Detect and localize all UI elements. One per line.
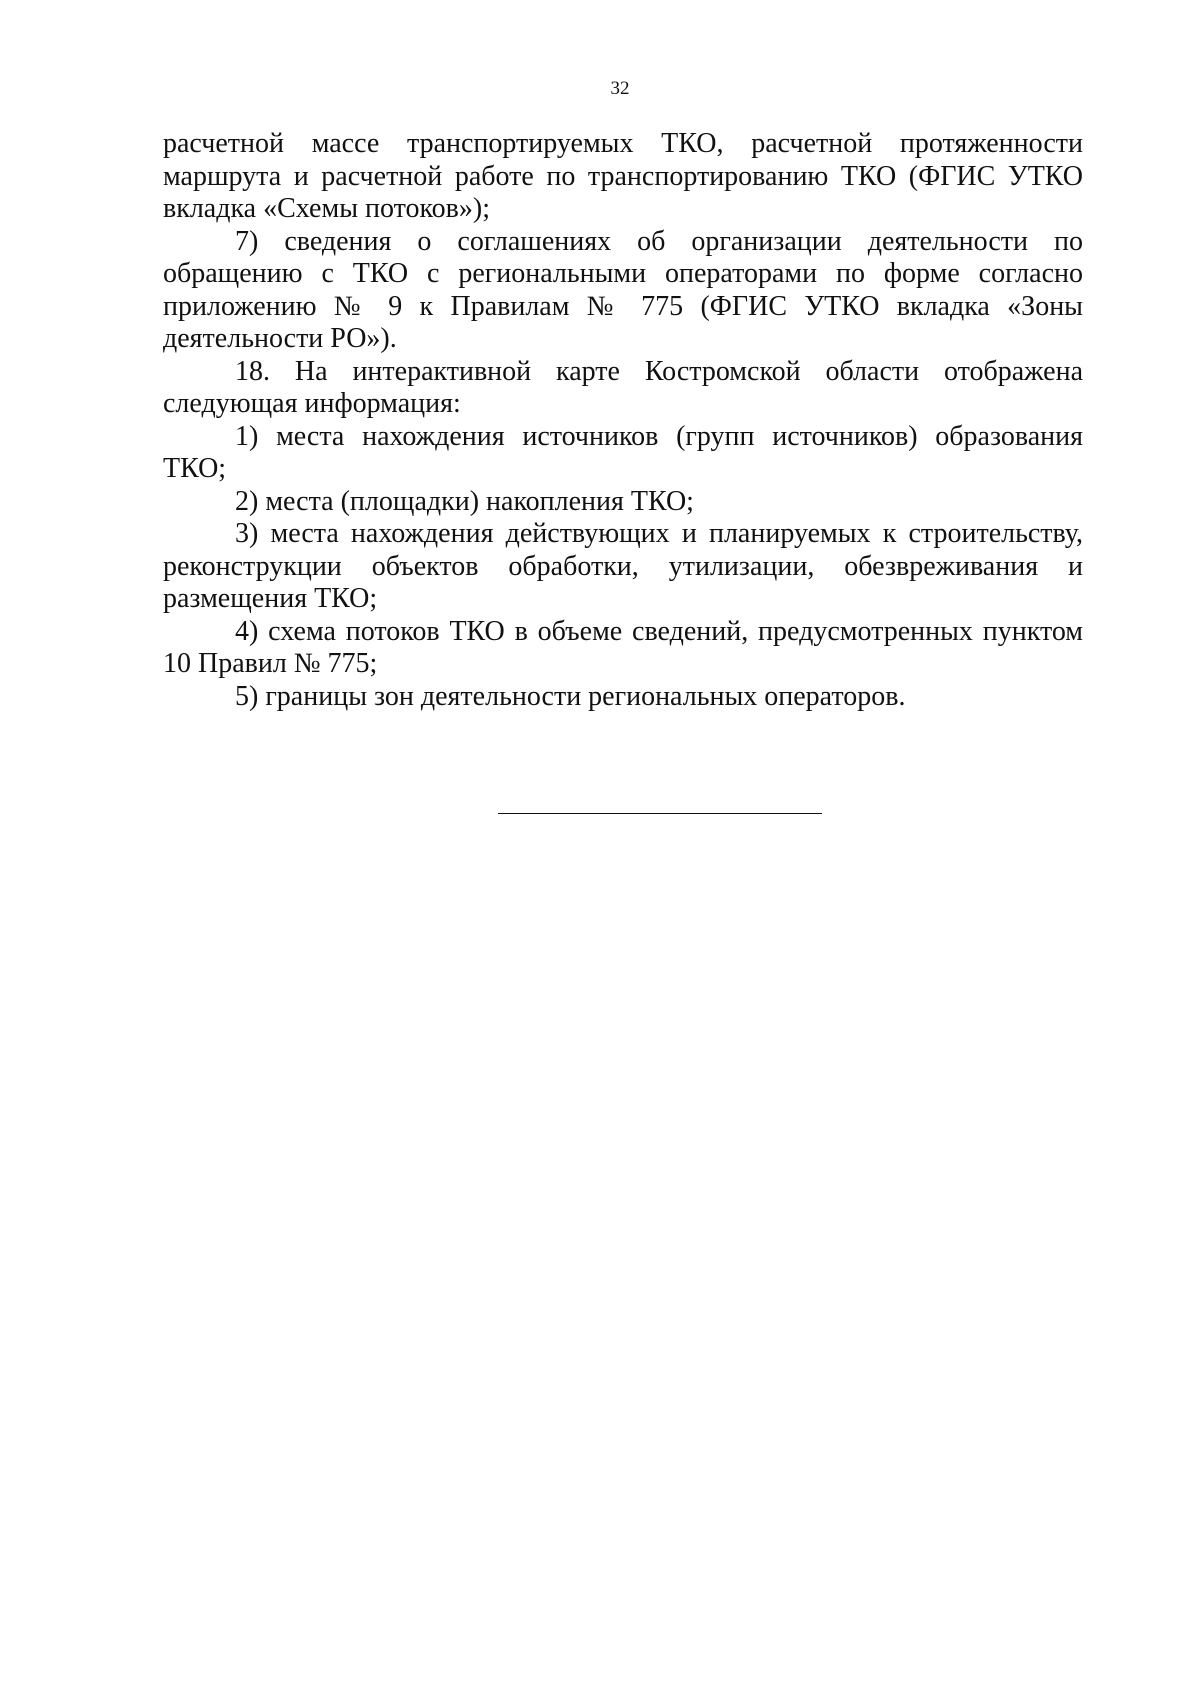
paragraph-item-1: 1) места нахождения источников (групп источников) образования ТКО;: [163, 420, 1083, 484]
paragraph-continuation: расчетной массе транспортируемых ТКО, расчетной протяженности маршрута и расчетной работе по транспортированию ТКО (ФГИС УТКО вкладка «Схемы потоков»);: [163, 128, 1083, 224]
paragraph-item-4: 4) схема потоков ТКО в объеме сведений, предусмотренных пунктом 10 Правил № 775;: [163, 615, 1083, 679]
paragraph-section-18: 18. На интерактивной карте Костромской области отображена следующая информация:: [163, 355, 1083, 419]
document-body: [163, 128, 1083, 713]
paragraph-item-7: 7) сведения о соглашениях об организации деятельности по обращению с ТКО с региональными операторами по форме согласно приложению № 9 к Правилам № 775 (ФГИС УТКО вкладка «Зоны деятельности РО»).: [163, 225, 1083, 354]
paragraph-item-2: 2) места (площадки) накопления ТКО;: [235, 485, 694, 517]
end-of-document-rule: [498, 813, 822, 814]
paragraph-item-5: 5) границы зон деятельности региональных операторов.: [235, 680, 906, 712]
page-number: 32: [610, 78, 630, 99]
paragraph-item-3: 3) места нахождения действующих и планируемых к строительству, реконструкции объектов обработки, утилизации, обезвреживания и размещения ТКО;: [163, 518, 1083, 614]
